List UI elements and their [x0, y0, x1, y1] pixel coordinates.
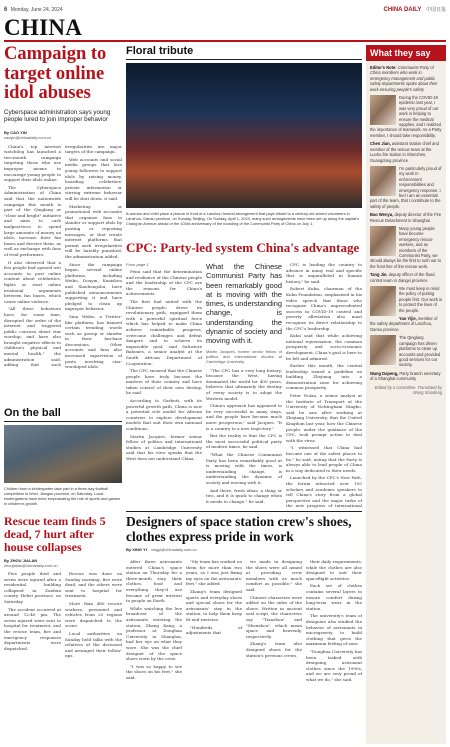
section-title: CHINA: [4, 15, 83, 40]
page-header: [4, 5, 446, 14]
cpc-paragraph: Launched by the CPC's New Path, the forum attracted over 100 scholars and academic speakers to tell China's story from a global perspective and the major tasks of the new progress of international: [286, 475, 362, 508]
idols-paragraph: "All these behaviors have, for some time, disrupted the order of the internet and triggered public concern about star worship, and have also brought negative effects to children's physical and mental health," the administration said, adding that such irregularities are major targets of the campaign.: [4, 143, 122, 368]
designers-paragraph: we made in designing the shoes were all aimed at providing crew members with as much comfort as possible," she said.: [246, 559, 302, 592]
what-they-say-sidebar: [366, 45, 446, 744]
floral-photo: [126, 63, 362, 208]
rescue-paragraph: Local authorities on Sunday held talks with the relatives of the deceased and arranged their follow-ups.: [65, 630, 122, 659]
sidebar-item-text: deputy director of the Fire Rescue Detachment in Shanghai: [370, 212, 442, 223]
sidebar-item-text: assistant station chief and member of the rescue team at the Luohu fire station in Shenzhen, Guangdong province: [370, 141, 439, 163]
idols-paragraph: It also observed that a few people had opened wet accounts to post online content about celebrities, fights or start online irrational arguments between fan bases, which cause online violence.: [4, 259, 61, 304]
sidebar-item-name: Yao Yijie,: [399, 316, 417, 322]
sidebar-item-name: Tang Jie,: [370, 272, 388, 278]
designers-paragraph: "Hundreds of adjustments that: [186, 624, 242, 636]
sidebar-quote: The Qinglang campaign has driven platforms to clean up accounts and provided good services for our society.: [399, 335, 441, 368]
designers-paragraph: While watching the live broadcast of the astronauts entering the station, Zhang Kang, a professor at Donghua University in Shanghai, had her eye on what they wore. She was the chief designer of the space shoes worn by the crew.: [126, 605, 182, 662]
sidebar-quote: We must keep in mind the policy of putting people first. Our work is to protect the lives of the people.: [399, 286, 442, 313]
floral-caption: A woman and child place a picture in front of a Lanzhou funeral arrangement that pays tribute to a century-old armed volunteers in Lanzhou, Gansu province, on Sunday, Beijing. On Sunday, April 1, 2024, many such arrangements have been set up along the capital's Chang'an Avenue ahead of the 103rd anniversary of the founding of the Communist Party of China on July 1.: [126, 211, 359, 226]
cpc-paragraph: Martin Jacques, former senior fellow of politics and international studies at Cambridge University said that his view speaks that the West does not understand China.: [126, 433, 202, 461]
cpc-quote-attribution: Martin Jacques, former senior fellow of politics and international studies at Cambridge University: [206, 348, 282, 364]
on-the-ball-photo: [4, 425, 122, 483]
page-number: 6: [4, 6, 8, 13]
cpc-paragraph: Fenn said that the determination and resilience of the Chinese people and the leadership of the CPC are the reasons for China's achievements.: [126, 269, 202, 297]
designers-paragraph: Zhang's team also designed shoes for the station's previous crews.: [246, 641, 302, 658]
sidebar-item-name: Chen Jian,: [370, 141, 391, 147]
sidebar-source: [370, 371, 442, 382]
issue-date: Monday, June 24, 2024: [10, 6, 63, 13]
idols-headline: Campaign to target online idol abuses: [4, 45, 107, 103]
rescue-paragraph: The accident occurred at around 12:40 pm. The seven injured were sent to hospital for treatment, and the rescue team, fire and emergency responses departments were dispatched.: [4, 606, 61, 651]
cpc-from: From page 1: [126, 262, 149, 267]
sidebar-item-text: deputy officer of the flood control team in Jiangxi province: [370, 272, 435, 283]
sidebar-portrait: [370, 95, 396, 125]
designers-paragraph: Zhang's team designed sports and everyday shoes and special shoes for the astronauts' stay in the station, to help them keep fit and exercise.: [186, 588, 242, 622]
rescue-author: By ZHOU JIALAN: [4, 558, 38, 563]
sidebar-title: What they say: [366, 45, 446, 61]
cpc-paragraph: Peter Nolan, a senior analyst at the Institute of Transport at the University of Nottingham Ningbo, said he saw after working at Zhejiang University, that the United Kingdom last year, how the Chinese people, under the guidance of the CPC, took prompt action to deal with the virus.: [286, 393, 362, 443]
cpc-paragraph: According to Garbutt, with its powerful growth path, China is now a potential role model for African countries to explore development models that suit their own national conditions.: [126, 398, 202, 432]
paper-name-cn: 中国日报: [425, 7, 446, 13]
sidebar-item-text: member of the safety department of Lanzhou, Gansu province: [370, 316, 438, 332]
cpc-paragraph: "The CPC has a very long history, because the West, having dominated the world for 400 years, believes that ultimately the destiny of every society is to adopt the Western model.: [206, 367, 282, 401]
idols-paragraph: Marketing or promotional web accounts that organize fans to slander or support idols by posting or reposting messages, or that create internet platforms that permit such irregularities will be harshly punished, the administration added.: [65, 203, 122, 259]
sidebar-portrait: [370, 166, 396, 196]
on-the-ball: [4, 407, 122, 512]
sidebar-editor-note: [370, 65, 442, 92]
section-rule: [4, 40, 446, 42]
idols-email: caoyin@chinadaily.com.cn: [4, 134, 52, 140]
rescue-byline: [4, 558, 122, 568]
designers-col-2: [186, 559, 242, 742]
sidebar-quote: Many young people have become emergency rescue workers, and as members of the Communist Party, we should always be the first to rush out to the front line of the rescue work.: [370, 225, 441, 269]
sidebar-portrait: [370, 226, 396, 256]
sidebar-portrait: [370, 335, 396, 365]
cpc-article: [126, 240, 362, 508]
sidebar-source: [370, 141, 442, 163]
cpc-col-2: [206, 262, 282, 506]
designers-paragraph: "My team has worked on them for more than two years, so I was just fixing my eyes on the astronauts' feet," she added.: [186, 559, 242, 587]
sidebar-source: [370, 212, 442, 223]
designers-col-3: [246, 559, 302, 742]
paper-name: CHINA DAILY: [383, 7, 422, 13]
floral-tribute: [126, 45, 362, 235]
on-the-ball-title: On the ball: [4, 407, 61, 419]
cpc-paragraph: Robert Kuhn, chairman of the Kuhn Foundation, emphasized in his video speech that those who recognize China's unprecedented success in COVID-19 control and poverty alleviation also must recognize its direct relationship to the CPC's leadership.: [286, 286, 362, 331]
sidebar-body: [366, 61, 446, 731]
sidebar-item-text: Communist Party of China members who work in emergency management and public safety departments spoke about their work ensuring people's safety.: [370, 65, 438, 92]
idols-body: [4, 144, 122, 374]
sidebar-portrait: [370, 286, 396, 316]
designers-byline: [126, 547, 362, 552]
designers-paragraph: The university's team of designers also studied the behavior of astronauts in microgravity to build clothing that gives the maximum feeling of ease.: [306, 613, 362, 647]
rescue-headline: Rescue team finds 5 dead, 7 hurt after house collapses: [4, 515, 106, 554]
designers-col-4: [306, 559, 362, 742]
designers-author: By XING YI: [126, 547, 147, 552]
rescue-article: [4, 515, 122, 743]
idols-paragraph: The Cyberspace Administration of China said that the nationwide campaign this month is part of the Qinglang or "clear and bright" initiative and aims to curb malpractices to spend large amounts of money on idols, increase their fan bases and deceive them, as well as exchange with fans of rival performers.: [4, 184, 61, 257]
designers-paragraph: Chinese characters were added on the sides of the shoes. Written in ancient seal script, the characters say "Tianzhou" and "Shenzhou", which mean space and heavenly, respectively.: [246, 594, 302, 639]
idols-article: [4, 45, 122, 405]
sidebar-source: [370, 272, 442, 283]
designers-headline: Designers of space station crew's shoes, clothes express pride in work: [126, 514, 352, 544]
cpc-paragraph: And there, fresh ideas, a thing or two, and it is quick to change when it needs to change," he said.: [206, 487, 282, 504]
cpc-pull-quote: What the Chinese Communist Party has been remarkably good at is moving with the times, is understanding change, is understanding the dynamic of society and moving with it.: [206, 262, 282, 346]
on-the-ball-rule: [4, 421, 122, 422]
designers-paragraph: their daily requirements, while the clothes are also designed to suit their spaceflight activities.: [306, 559, 362, 581]
floral-title: Floral tribute: [126, 45, 194, 57]
sidebar-item-text: Party branch secretary of a Shanghai community: [370, 370, 441, 382]
idols-paragraph: China's top internet watchdog has launched a two-month campaign targeting those who use improper means to encourage young people to support their idols online.: [4, 143, 61, 183]
designers-paragraph: "I was so happy to see the shoes on his feet," she said.: [126, 663, 182, 680]
cpc-paragraph: The CPC ensured that the Chinese people have truly become the masters of their country and have taken control of their own destiny, he said.: [126, 368, 202, 396]
on-the-ball-caption: Children from a kindergarten take part in a three-day football competition in Wuxi, Jiangsu province, on Saturday. Local kindergartens have been emphasizing the role of sports and games in children's growth.: [4, 486, 121, 506]
sidebar-item-name: Wang Dapeng,: [370, 370, 399, 376]
sidebar-source: [370, 316, 442, 332]
cpc-col-1: [126, 262, 202, 506]
cpc-paragraph: CPC is leading the country to advance in many real and specific that is unparalleled in human history," he said.: [286, 262, 362, 284]
sidebar-quote: During the COVID-19 epidemic last year, I was very proud of our work in helping to ensure the medical supplies, and I realized the importance of teamwork. As a Party member, I should take responsibility.: [370, 95, 442, 138]
designers-paragraph: Each set of clothes contains several layers to ensure comfort during long-term wear in the station.: [306, 583, 362, 611]
designers-email: xingyi@chinadaily.com.cn: [150, 547, 197, 552]
cpc-paragraph: China's approach has appeared to be very successful in many ways, and the people have become much more prosperous," said Jacques, "It is a country to a new trajectory.": [206, 403, 282, 431]
cpc-col-3: [286, 262, 362, 506]
cpc-paragraph: The first foal united with the Chinese people, drove its revolutionary path, equipped them with a powerful spiritual force which has helped to make China achieve remarkable progress, overcome challenges and defeat dangers and to achieve its impossible goal, said Salvatore Babones, a senior analyst at the South African Department of Cooperation.: [126, 298, 202, 366]
cpc-paragraph: But the reality is that the CPC is the most successful political party of modern times, he said.: [206, 433, 282, 450]
designers-col-1: [126, 559, 182, 742]
sidebar-footer: Edited by a committee. Translated by Wang Xiaodong: [374, 384, 442, 395]
rescue-paragraph: Five people died and seven were injured after a residential building collapsed in Zunhua county, Hebei province, on Saturday.: [4, 571, 61, 604]
paper-logo: [384, 6, 446, 13]
cpc-paragraph: Kuhn said that while achieving national rejuvenation, the common prosperity and socio-economic development, China's goal is here to be felt and admired.: [286, 333, 362, 361]
cpc-paragraph: "I witnessed that China had become one of the safest places to be," he said, noting that the Party is always able to lead people of China in a way dedicated to their needs.: [286, 445, 362, 473]
cpc-paragraph: "What the Chinese Communist Party has been remarkably good at is moving with the times, is understanding change, is understanding the dynamic of society and moving with it.: [206, 451, 282, 485]
idols-paragraph: Web accounts and social media groups that lure young followers to support idols by raising money, hoarding celebrities' private information or stirring extreme behavior will be shut down, it said.: [65, 156, 122, 202]
idols-paragraph: Sina Weibo, a Twitter-like platform, has banned certain trending words such as gossip or slander in their fan-base discussions. Other accounts and fans also increased supervision of posts involving star-worshiped idols.: [65, 313, 122, 370]
center-divider: [126, 511, 362, 512]
rescue-paragraph: More than 480 rescue workers, personnel and vehicles from 20 regions were dispatched to the scene.: [65, 600, 122, 629]
idols-author: By CAO YIN: [4, 129, 27, 135]
sidebar-quote: I'm particularly proud of my work in enforcement responsibilities and emergency response. I feel I am an essential part of the team, that I contribute to the safety of people.: [370, 165, 442, 209]
sidebar-item-name: Bao Wenyu,: [370, 212, 394, 218]
page-number-date: [4, 7, 63, 13]
sidebar-item-name: Editor's Note:: [370, 65, 397, 70]
rescue-paragraph: Rescue was done on Sunday morning, five were dead, and the others were sent to hospital for treatment.: [65, 571, 122, 599]
designers-paragraph: "Donghua University has been tasked with designing astronaut clothes since the 1990s, and we are very proud of what we do," she said.: [306, 648, 362, 682]
cpc-headline: CPC: Party-led system China's advantage: [126, 240, 360, 255]
designers-article: [126, 514, 362, 744]
idols-paragraph: Since the campaign began, several online platforms, including Weibo, Douyin, Kuaishou and Xiaohongshu, have published announcements supporting it and have pledged to clean up improper behavior.: [65, 261, 122, 312]
cpc-paragraph: Earlier this month, the central leadership issued a guideline on building Zhejiang into a demonstration zone for achieving common prosperity.: [286, 363, 362, 391]
rescue-email: zhoujialan@chinadaily.com.cn: [4, 563, 58, 568]
floral-rule: [126, 59, 362, 60]
idols-deck: Cyberspace administration says young people lured to join improper behavior: [4, 108, 111, 124]
designers-paragraph: After three astronauts entered China's space station on Thursday for a three-month stay, their clothes, food and everything they'd use became of great interest to people on Earth.: [126, 559, 182, 604]
idols-byline: [4, 130, 122, 140]
rescue-body: [4, 571, 122, 721]
